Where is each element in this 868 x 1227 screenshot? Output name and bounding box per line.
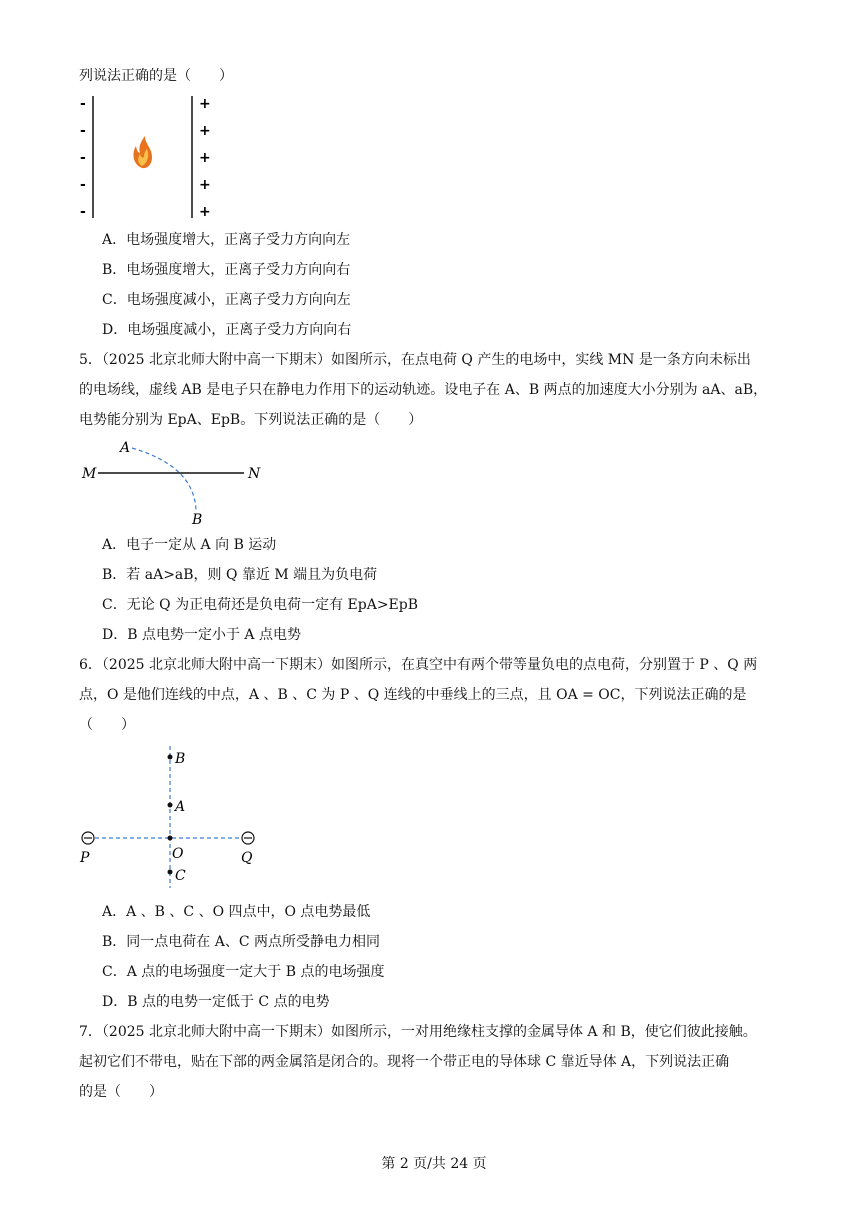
label-a: A: [175, 799, 186, 815]
label-c: C: [175, 868, 186, 884]
question-7-line-3: 的是（ ）: [79, 1084, 163, 1100]
option-d[interactable]: D．电场强度减小，正离子受力方向向右: [102, 322, 352, 338]
plus-sign: +: [199, 123, 211, 139]
question-5-line-1: 5．（2025 北京北师大附中高一下期末）如图所示，在点电荷 Q 产生的电场中，实线 MN 是一条方向未标出: [79, 352, 751, 368]
label-p: P: [80, 850, 90, 866]
label-m: M: [82, 466, 97, 482]
question-5-line-2: 的电场线，虚线 AB 是电子只在静电力作用下的运动轨迹。设电子在 A、B 两点的加速度大小分别为 aA、aB，: [79, 382, 768, 398]
page-number: 第 2 页/共 24 页: [381, 1156, 487, 1172]
minus-sign: -: [80, 204, 86, 220]
question-6-line-3: （ ）: [79, 717, 135, 733]
option-c[interactable]: C．电场强度减小，正离子受力方向向左: [102, 292, 351, 308]
option-c[interactable]: C．无论 Q 为正电荷还是负电荷一定有 EpA>EpB: [102, 597, 419, 613]
figure-two-charges: [76, 742, 276, 892]
question-7-line-2: 起初它们不带电，贴在下部的两金属箔是闭合的。现将一个带正电的导体球 C 靠近导体 A，下列说法正确: [79, 1054, 730, 1070]
option-a[interactable]: A．A 、B 、C 、O 四点中，O 点电势最低: [102, 904, 371, 920]
minus-sign: -: [80, 96, 86, 112]
option-c[interactable]: C．A 点的电场强度一定大于 B 点的电场强度: [102, 964, 385, 980]
minus-sign: -: [80, 177, 86, 193]
label-b: B: [192, 512, 203, 526]
option-a[interactable]: A．电场强度增大，正离子受力方向向左: [102, 232, 351, 248]
flame-icon: [134, 136, 152, 168]
label-b: B: [175, 751, 186, 767]
option-b[interactable]: B．电场强度增大，正离子受力方向向右: [102, 262, 351, 278]
label-o: O: [172, 846, 184, 862]
negative-charge-p-icon: [82, 832, 94, 844]
plus-sign: +: [199, 204, 211, 220]
label-n: N: [248, 466, 261, 482]
question-5-line-3: 电势能分别为 EpA、EpB。下列说法正确的是（ ）: [79, 412, 423, 428]
question-6-line-1: 6．（2025 北京北师大附中高一下期末）如图所示，在真空中有两个带等量负电的点电荷，分别置于 P 、Q 两: [79, 657, 758, 673]
option-b[interactable]: B．同一点电荷在 A、C 两点所受静电力相同: [102, 934, 381, 950]
plus-sign: +: [199, 150, 211, 166]
question-7-line-1: 7．（2025 北京北师大附中高一下期末）如图所示，一对用绝缘柱支撑的金属导体 A 和 B，使它们彼此接触。: [79, 1024, 757, 1040]
negative-charge-q-icon: [242, 832, 254, 844]
plus-sign: +: [199, 177, 211, 193]
option-d[interactable]: D．B 点的电势一定低于 C 点的电势: [102, 994, 330, 1010]
minus-sign: -: [80, 123, 86, 139]
figure-field-line: [76, 436, 276, 526]
option-d[interactable]: D．B 点电势一定小于 A 点电势: [102, 627, 301, 643]
question-6-line-2: 点，O 是他们连线的中点，A 、B 、C 为 P 、Q 连线的中垂线上的三点，且 OA = OC，下列说法正确的是: [79, 687, 747, 703]
label-q: Q: [241, 850, 253, 866]
plus-sign: +: [199, 96, 211, 112]
label-a: A: [120, 440, 131, 456]
minus-sign: -: [80, 150, 86, 166]
question-fragment: 列说法正确的是（ ）: [79, 68, 233, 84]
option-a[interactable]: A．电子一定从 A 向 B 运动: [102, 537, 277, 553]
option-b[interactable]: B．若 aA>aB，则 Q 靠近 M 端且为负电荷: [102, 567, 378, 583]
figure-charged-plates: [72, 92, 232, 222]
